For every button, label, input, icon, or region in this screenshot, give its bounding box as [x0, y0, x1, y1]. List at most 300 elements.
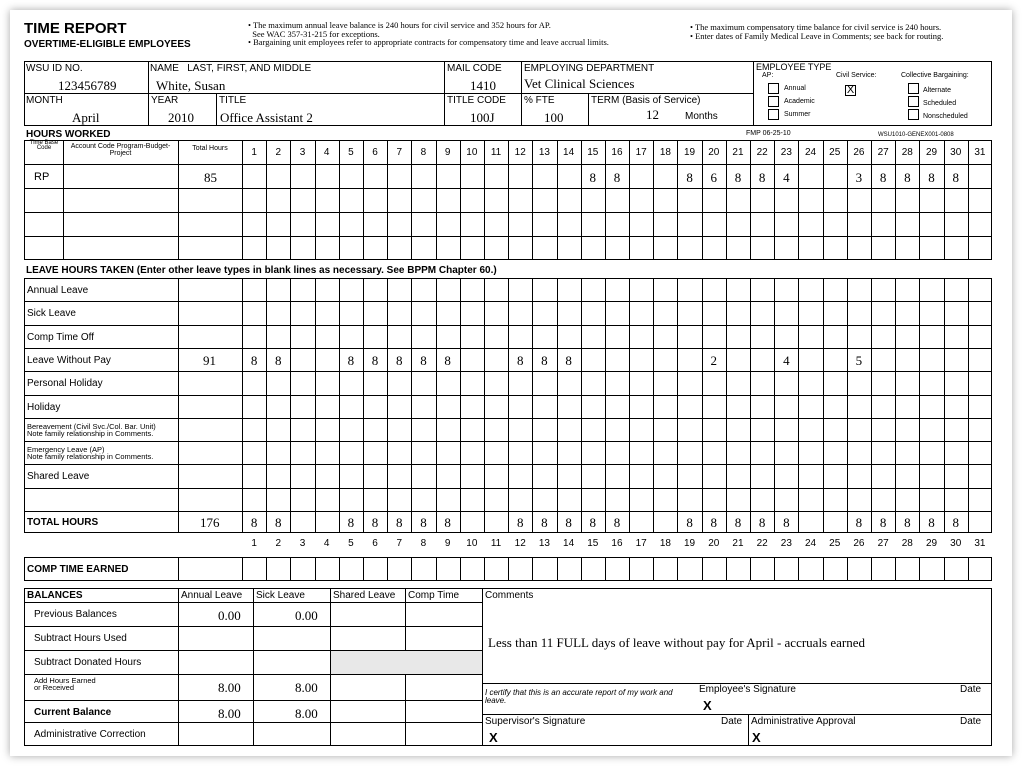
grid-line: [895, 278, 896, 533]
day-footer: 8: [420, 538, 427, 549]
day-header: 12: [514, 147, 526, 158]
total-day-hours: 8: [444, 515, 451, 530]
total-day-hours: 8: [371, 515, 379, 530]
grid-line: [460, 557, 461, 581]
total-day-hours: 8: [347, 515, 355, 530]
grid-line: [750, 278, 751, 533]
grid-line: [750, 557, 751, 581]
grid-line: [411, 557, 412, 581]
leave-type-label: Comp Time Off: [27, 331, 95, 343]
day-header: 22: [756, 147, 768, 158]
grid-line: [363, 278, 364, 533]
grid-line: [581, 140, 582, 260]
grid-line: [339, 140, 340, 260]
grid-line: [871, 140, 872, 260]
day-footer: 6: [372, 538, 378, 549]
total-day-hours: 8: [250, 515, 258, 530]
grid-line: [968, 140, 969, 260]
fte-value: 100: [544, 110, 564, 125]
leave-type-sublabel: Note family relationship in Comments.: [27, 452, 154, 462]
fte-label: % FTE: [524, 95, 555, 106]
grid-line: [919, 278, 920, 533]
leave-type-label: Leave Without Pay: [27, 354, 111, 366]
grid-line: [242, 557, 243, 581]
grid-line: [823, 557, 824, 581]
annual-leave-balance: 0.00: [218, 608, 241, 623]
grid-line: [484, 557, 485, 581]
cb-alternate-label: Alternate: [923, 87, 952, 94]
day-footer: 9: [444, 538, 451, 549]
grid-line: [242, 140, 243, 260]
grid-line: [750, 140, 751, 260]
grid-line: [677, 140, 678, 260]
day-header: 1: [251, 147, 257, 158]
grid-line: [774, 557, 775, 581]
day-footer: 31: [974, 538, 986, 549]
grid-line: [436, 140, 437, 260]
total-day-hours: 8: [565, 515, 572, 530]
grid-line: [823, 278, 824, 533]
grid-line: [508, 140, 509, 260]
grid-line: [411, 140, 412, 260]
comp-time-label: COMP TIME EARNED: [27, 564, 129, 575]
total-day-hours: 8: [613, 515, 621, 530]
grid-line: [436, 278, 437, 533]
admin-date-label: Date: [960, 716, 982, 727]
grid-line: [847, 140, 848, 260]
leave-day-hours: 5: [855, 352, 863, 368]
ap-academic-label: Academic: [784, 98, 815, 105]
employee-date-label: Date: [960, 684, 982, 695]
leave-day-hours: 2: [710, 352, 718, 368]
grid-line: [847, 278, 848, 533]
month-value: April: [72, 110, 100, 125]
total-day-hours: 8: [855, 515, 863, 530]
leave-type-label: Personal Holiday: [27, 378, 103, 390]
total-day-hours: 8: [783, 515, 790, 530]
day-footer: 24: [804, 538, 817, 549]
certify-text: I certify that this is an accurate report of my work and leave.: [485, 688, 673, 705]
grid-line: [411, 278, 412, 533]
admin-signature-x: X: [752, 730, 761, 745]
day-footer: 13: [538, 538, 550, 549]
grid-line: [532, 140, 533, 260]
day-header: 9: [444, 147, 451, 158]
day-footer: 12: [514, 538, 526, 549]
day-header: 8: [420, 147, 427, 158]
grid-line: [242, 278, 243, 533]
grid-line: [629, 140, 630, 260]
day-footer: 15: [587, 538, 599, 549]
cb-nonscheduled-checkbox[interactable]: [908, 109, 919, 120]
grid-line: [726, 557, 727, 581]
month-label: MONTH: [26, 95, 63, 106]
leave-day-hours: 8: [275, 352, 282, 368]
leave-type-label: Holiday: [27, 401, 61, 413]
balances-label: BALANCES: [27, 590, 83, 601]
balance-row-label: Current Balance: [34, 707, 112, 718]
grid-line: [315, 140, 316, 260]
title-label: TITLE: [219, 95, 247, 106]
form-number: FMP 06-25-10: [746, 130, 791, 137]
day-header: 24: [804, 147, 817, 158]
day-footer: 25: [829, 538, 841, 549]
year-value: 2010: [168, 110, 194, 125]
day-header: 26: [853, 147, 865, 158]
day-header: 19: [684, 147, 696, 158]
day-header: 18: [659, 147, 671, 158]
grid-line: [24, 626, 482, 627]
leave-day-hours: 4: [783, 352, 790, 368]
wsu-id-value: 123456789: [58, 78, 117, 93]
day-header: 14: [563, 147, 575, 158]
grid-line: [557, 557, 558, 581]
leave-type-label: Sick Leave: [27, 308, 76, 320]
dept-value: Vet Clinical Sciences: [524, 76, 635, 91]
grid-line: [653, 278, 654, 533]
term-label: TERM (Basis of Service): [591, 95, 701, 106]
grid-line: [339, 278, 340, 533]
ap-summer-label: Summer: [784, 111, 811, 118]
day-hours: 4: [783, 170, 790, 185]
balance-row-label: Administrative Correction: [34, 729, 146, 740]
civil-service-checkbox[interactable]: X: [846, 84, 855, 96]
ap-annual-label: Annual: [784, 85, 806, 92]
day-header: 21: [732, 147, 744, 158]
grid-line: [798, 140, 799, 260]
grid-line: [484, 140, 485, 260]
total-day-hours: 8: [879, 515, 887, 530]
grid-line: [871, 278, 872, 533]
day-header: 30: [950, 147, 962, 158]
grid-line: [290, 140, 291, 260]
day-header: 3: [299, 147, 306, 158]
balance-row-label: Add Hours Earned: [34, 676, 96, 685]
balance-row-label: Previous Balances: [34, 609, 117, 620]
comments-text: Less than 11 FULL days of leave without pay for April - accruals earned: [488, 635, 865, 650]
balance-col-header: Annual Leave: [181, 590, 243, 601]
grid-line: [460, 278, 461, 533]
day-header: 29: [925, 147, 938, 158]
grid-line: [24, 722, 482, 723]
leave-type-label: Bereavement (Civil Svc./Col. Bar. Unit): [27, 421, 156, 431]
day-hours: 8: [879, 170, 887, 185]
grid-line: [508, 557, 509, 581]
grid-line: [968, 557, 969, 581]
grid-line: [823, 140, 824, 260]
total-day-hours: 8: [904, 515, 911, 530]
day-footer: 7: [396, 538, 403, 549]
total-day-hours: 8: [589, 515, 597, 530]
grid-line: [581, 278, 582, 533]
day-header: 31: [974, 147, 986, 158]
grid-line: [24, 602, 482, 603]
day-footer: 1: [251, 538, 257, 549]
shaded-cell: [331, 651, 482, 674]
day-header: 25: [829, 147, 841, 158]
grid-line: [581, 557, 582, 581]
day-footer: 22: [756, 538, 768, 549]
grid-line: [315, 278, 316, 533]
leave-day-hours: 8: [420, 352, 427, 368]
grid-line: [315, 557, 316, 581]
balance-col-header: Sick Leave: [256, 590, 305, 601]
annual-leave-balance: 8.00: [218, 680, 241, 695]
term-unit: Months: [685, 111, 718, 122]
day-hours: 3: [855, 170, 863, 185]
civil-service-label: Civil Service:: [836, 72, 877, 79]
leave-day-hours: 8: [516, 352, 524, 368]
day-footer: 3: [299, 538, 306, 549]
grid-line: [605, 140, 606, 260]
hours-worked-label: HOURS WORKED: [26, 129, 111, 140]
grid-line: [484, 278, 485, 533]
cb-nonscheduled-label: Nonscheduled: [923, 113, 968, 120]
time-report-form: [10, 10, 1012, 756]
account-code-header: Account Code Program-Budget-Project: [70, 143, 171, 157]
grid-line: [266, 140, 267, 260]
leave-day-hours: 8: [444, 352, 451, 368]
total-day-hours: 8: [420, 515, 427, 530]
ap-annual-checkbox[interactable]: [768, 83, 779, 94]
dept-label: EMPLOYING DEPARTMENT: [524, 63, 655, 74]
grid-line: [387, 557, 388, 581]
mail-code-value: 1410: [470, 78, 496, 93]
day-footer: 30: [950, 538, 962, 549]
day-footer: 17: [635, 538, 647, 549]
form-code: WSU1010-GENEX001-0808: [878, 132, 954, 138]
leave-day-hours: 8: [541, 352, 548, 368]
grid-line: [363, 557, 364, 581]
balance-col-header: Comp Time: [408, 590, 460, 601]
day-footer: 29: [925, 538, 938, 549]
day-hours: 8: [734, 170, 742, 185]
balance-row-label: Subtract Hours Used: [34, 633, 127, 644]
day-header: 17: [635, 147, 647, 158]
row-total-hours: 85: [204, 170, 217, 185]
grid-line: [653, 140, 654, 260]
grid-line: [702, 278, 703, 533]
day-footer: 21: [732, 538, 744, 549]
day-hours: 8: [686, 170, 693, 185]
leave-section-label: LEAVE HOURS TAKEN (Enter other leave types in blank lines as necessary. See BPPM Chapter 60.): [26, 265, 497, 276]
cb-alternate-checkbox[interactable]: [908, 83, 919, 94]
day-hours: 8: [904, 170, 911, 185]
balance-row-label: Subtract Donated Hours: [34, 657, 142, 668]
day-hours: 8: [952, 170, 959, 185]
grid-line: [726, 278, 727, 533]
total-hours-value: 176: [200, 515, 220, 530]
grid-line: [895, 140, 896, 260]
time-base-code: RP: [34, 171, 50, 183]
day-header: 15: [587, 147, 599, 158]
day-hours: 8: [758, 170, 766, 185]
day-footer: 19: [684, 538, 696, 549]
day-hours: 8: [928, 170, 935, 185]
day-footer: 23: [780, 538, 792, 549]
total-day-hours: 8: [952, 515, 959, 530]
collective-bargaining-label: Collective Bargaining:: [901, 72, 969, 79]
grid-line: [178, 557, 179, 581]
leave-type-label: Annual Leave: [27, 285, 89, 296]
time-base-code-header: Time Base Code: [29, 140, 59, 151]
wsu-id-label: WSU ID NO.: [26, 63, 83, 74]
leave-day-hours: 8: [347, 352, 355, 368]
total-day-hours: 8: [928, 515, 935, 530]
grid-line: [557, 278, 558, 533]
grid-line: [63, 140, 64, 260]
grid-line: [968, 278, 969, 533]
leave-day-hours: 8: [250, 352, 258, 368]
day-header: 28: [901, 147, 913, 158]
day-footer: 27: [877, 538, 889, 549]
name-value: White, Susan: [156, 78, 226, 93]
day-footer: 26: [853, 538, 865, 549]
sick-leave-balance: 0.00: [295, 608, 318, 623]
notes-right: • The maximum compensatory time balance for civil service is 240 hours. • Enter dates of Family Medical Leave in Comments; see back for routing.: [690, 22, 944, 41]
grid-line: [895, 557, 896, 581]
day-header: 7: [396, 147, 403, 158]
grid-line: [629, 557, 630, 581]
grid-line: [798, 557, 799, 581]
grid-line: [532, 557, 533, 581]
grid-line: [748, 714, 749, 746]
title-code-label: TITLE CODE: [447, 95, 506, 106]
day-header: 27: [877, 147, 889, 158]
leave-type-label: Shared Leave: [27, 471, 90, 483]
total-hours-label: TOTAL HOURS: [27, 517, 99, 528]
day-header: 4: [323, 147, 330, 158]
grid-line: [24, 674, 482, 675]
grid-line: [677, 278, 678, 533]
total-hours-header: Total Hours: [192, 145, 228, 152]
day-header: 16: [611, 147, 623, 158]
day-header: 11: [490, 147, 502, 158]
day-header: 5: [348, 147, 354, 158]
grid-line: [702, 557, 703, 581]
grid-line: [24, 700, 482, 701]
grid-line: [944, 278, 945, 533]
grid-line: [702, 140, 703, 260]
day-footer: 16: [611, 538, 623, 549]
grid-line: [605, 278, 606, 533]
day-hours: 8: [589, 170, 597, 185]
day-footer: 2: [275, 538, 282, 549]
grid-line: [482, 588, 483, 746]
grid-line: [847, 557, 848, 581]
supervisor-date-label: Date: [721, 716, 743, 727]
grid-line: [363, 140, 364, 260]
day-footer: 10: [466, 538, 478, 549]
day-footer: 4: [323, 538, 330, 549]
day-header: 13: [538, 147, 550, 158]
title-code-value: 100J: [470, 110, 495, 125]
title-value: Office Assistant 2: [220, 110, 313, 125]
grid-line: [290, 278, 291, 533]
day-footer: 18: [659, 538, 671, 549]
grid-line: [339, 557, 340, 581]
total-day-hours: 8: [275, 515, 282, 530]
total-day-hours: 8: [686, 515, 693, 530]
grid-line: [482, 714, 992, 715]
year-label: YEAR: [151, 95, 179, 106]
day-footer: 20: [708, 538, 720, 549]
leave-type-sublabel: Note family relationship in Comments.: [27, 428, 154, 438]
total-day-hours: 8: [734, 515, 742, 530]
form-subtitle: OVERTIME-ELIGIBLE EMPLOYEES: [24, 39, 191, 50]
grid-line: [774, 140, 775, 260]
grid-line: [677, 557, 678, 581]
cb-scheduled-checkbox[interactable]: [908, 96, 919, 107]
grid-line: [629, 278, 630, 533]
day-footer: 14: [563, 538, 575, 549]
supervisor-signature-label: Supervisor's Signature: [485, 716, 586, 727]
term-value: 12: [646, 107, 659, 122]
balance-row-label: or Received: [34, 683, 75, 692]
form-title: TIME REPORT: [24, 20, 127, 37]
grid-line: [726, 140, 727, 260]
leave-type-label: Emergency Leave (AP): [27, 445, 105, 455]
leave-day-hours: 8: [371, 352, 379, 368]
grid-line: [460, 140, 461, 260]
grid-line: [871, 557, 872, 581]
grid-line: [919, 140, 920, 260]
total-day-hours: 8: [710, 515, 718, 530]
ap-label: AP:: [762, 72, 774, 79]
employee-signature-x: X: [703, 698, 712, 713]
grid-line: [919, 557, 920, 581]
grid-line: [557, 140, 558, 260]
day-footer: 5: [348, 538, 354, 549]
total-day-hours: 8: [758, 515, 766, 530]
supervisor-signature-x: X: [489, 730, 498, 745]
grid-line: [266, 557, 267, 581]
name-label: NAME LAST, FIRST, AND MIDDLE: [150, 63, 312, 74]
day-header: 20: [708, 147, 720, 158]
day-header: 2: [275, 147, 282, 158]
sick-leave-balance: 8.00: [295, 680, 318, 695]
ap-summer-checkbox[interactable]: [768, 109, 779, 120]
grid-line: [944, 140, 945, 260]
sick-leave-balance: 8.00: [295, 706, 318, 721]
grid-line: [436, 557, 437, 581]
comments-label: Comments: [485, 590, 534, 601]
grid-line: [178, 278, 179, 533]
grid-line: [290, 557, 291, 581]
total-day-hours: 8: [541, 515, 548, 530]
admin-approval-label: Administrative Approval: [751, 716, 856, 727]
employee-type-label: EMPLOYEE TYPE: [756, 62, 832, 72]
leave-day-hours: 8: [396, 352, 403, 368]
annual-leave-balance: 8.00: [218, 706, 241, 721]
leave-day-hours: 8: [565, 352, 572, 368]
grid-line: [266, 278, 267, 533]
ap-academic-checkbox[interactable]: [768, 96, 779, 107]
grid-line: [798, 278, 799, 533]
balance-col-header: Shared Leave: [333, 590, 396, 601]
employee-signature-label: Employee's Signature: [699, 684, 796, 695]
grid-line: [178, 140, 179, 260]
mail-code-label: MAIL CODE: [447, 63, 502, 74]
cb-scheduled-label: Scheduled: [923, 100, 957, 107]
day-header: 10: [466, 147, 478, 158]
grid-line: [387, 140, 388, 260]
notes-left: • The maximum annual leave balance is 240 hours for civil service and 352 hours for AP. See WAC 357-31-215 for exceptions. • Bargaining unit employees refer to appropriate contracts for compensatory time and leave accrual limits.: [248, 20, 609, 47]
total-day-hours: 8: [516, 515, 524, 530]
grid-line: [508, 278, 509, 533]
grid-line: [653, 557, 654, 581]
leave-total-hours: 91: [203, 352, 216, 368]
